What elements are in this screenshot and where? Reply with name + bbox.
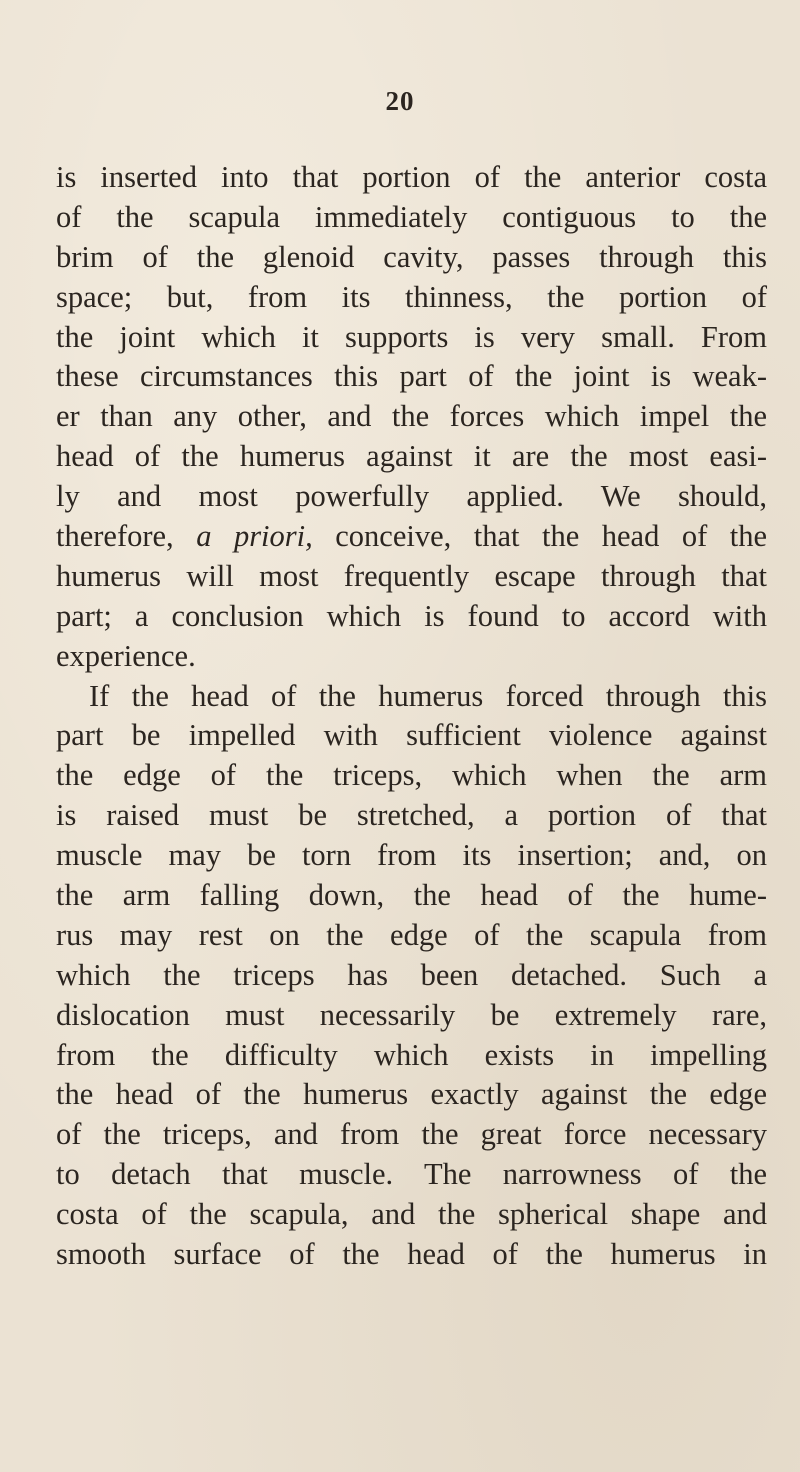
text-line-with-italic bbox=[56, 517, 767, 557]
paragraph-end-line: experience. bbox=[56, 638, 196, 673]
text-line: the head of the humerus exactly against the edge bbox=[56, 1077, 767, 1112]
body-text bbox=[56, 158, 767, 1275]
text-line: these circumstances this part of the joint is weak- bbox=[56, 359, 767, 394]
paragraph-start-line: If the head of the humerus forced through this bbox=[89, 678, 767, 713]
text-line: ly and most powerfully applied. We should, bbox=[56, 479, 767, 514]
text-line: part; a conclusion which is found to accord with bbox=[56, 598, 767, 633]
text-line: is inserted into that portion of the anterior costa bbox=[56, 160, 767, 194]
text-line: which the triceps has been detached. Such a bbox=[56, 957, 767, 992]
text-line: head of the humerus against it are the most easi- bbox=[56, 439, 767, 474]
text-line: the edge of the triceps, which when the arm bbox=[56, 758, 767, 793]
text-line: costa of the scapula, and the spherical shape and bbox=[56, 1197, 767, 1232]
text-line: er than any other, and the forces which impel the bbox=[56, 399, 767, 434]
text-line: part be impelled with sufficient violence against bbox=[56, 718, 767, 753]
text-segment: conceive, that the head of the bbox=[312, 519, 767, 554]
text-line: the arm falling down, the head of the hume- bbox=[56, 878, 767, 913]
text-line: of the triceps, and from the great force necessary bbox=[56, 1117, 767, 1152]
text-line: from the difficulty which exists in impelling bbox=[56, 1037, 767, 1072]
text-line: muscle may be torn from its insertion; and, on bbox=[56, 838, 767, 873]
text-segment: therefore, bbox=[56, 519, 197, 554]
text-line: dislocation must necessarily be extremely rare, bbox=[56, 997, 767, 1032]
text-line: smooth surface of the head of the humerus in bbox=[56, 1237, 767, 1272]
text-line: to detach that muscle. The narrowness of the bbox=[56, 1157, 767, 1192]
page-number: 20 bbox=[385, 86, 415, 116]
text-line: space; but, from its thinness, the portion of bbox=[56, 279, 767, 314]
text-line: of the scapula immediately contiguous to the bbox=[56, 199, 767, 234]
text-line: the joint which it supports is very small. From bbox=[56, 319, 767, 354]
text-line: humerus will most frequently escape through that bbox=[56, 558, 767, 593]
text-line: is raised must be stretched, a portion of that bbox=[56, 798, 767, 833]
text-line: rus may rest on the edge of the scapula from bbox=[56, 917, 767, 952]
italic-phrase: a priori, bbox=[196, 519, 313, 554]
text-line: brim of the glenoid cavity, passes through this bbox=[56, 239, 767, 274]
